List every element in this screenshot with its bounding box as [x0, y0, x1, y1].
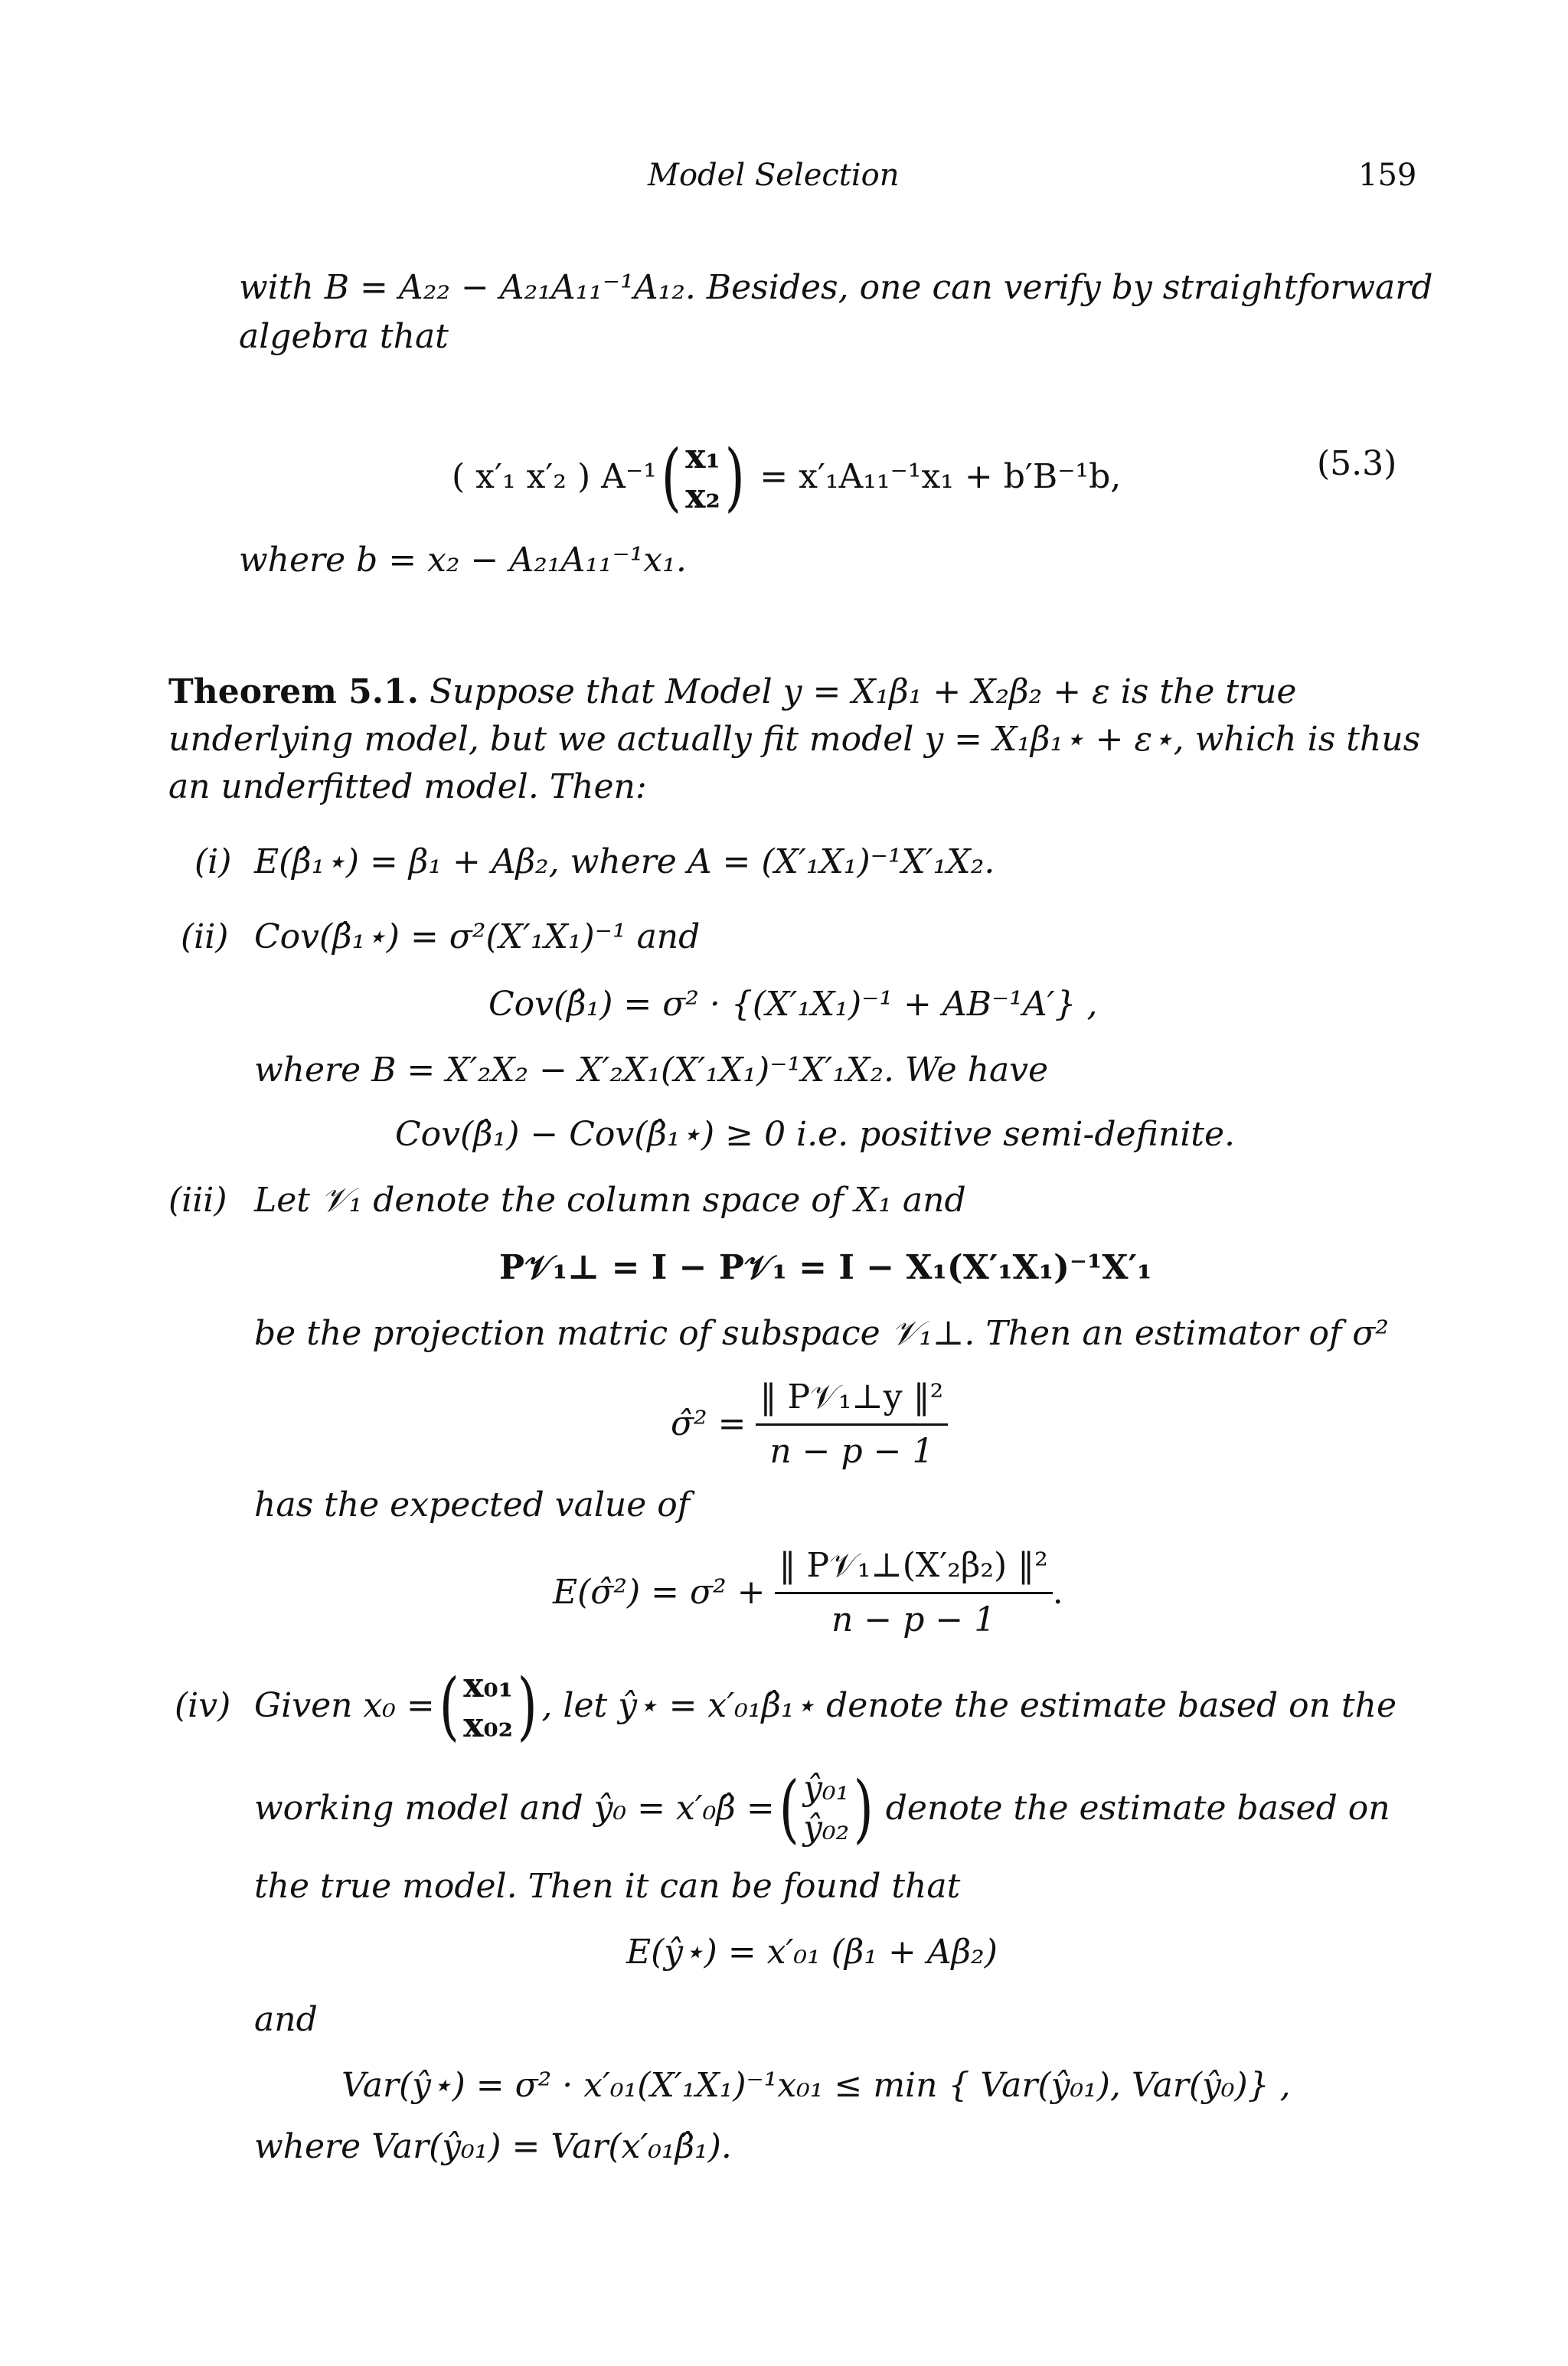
- y-hat-vector-bottom: ŷ₀₂: [803, 1809, 850, 1848]
- sigma-hat-equation: [671, 1371, 948, 1478]
- theorem-line-1: [168, 671, 1296, 714]
- expected-value-denominator: n − p − 1: [831, 1600, 996, 1639]
- item-iv-line-2: [254, 1763, 1390, 1855]
- item-iv-eq-1: E(ŷ⋆) = x′₀₁ (β₁ + Aβ₂): [626, 1933, 998, 1972]
- item-ii-marker: (ii): [181, 917, 229, 956]
- item-iv-line-1-rest: , let ŷ⋆ = x′₀₁β̂₁⋆ denote the estimate based on the: [541, 1686, 1396, 1725]
- y-hat-vector: [803, 1769, 849, 1848]
- theorem-text-1: Suppose that Model y = X₁β₁ + X₂β₂ + ε is the true: [430, 672, 1297, 711]
- intro-line-1: with B = A₂₂ − A₂₁A₁₁⁻¹A₁₂. Besides, one can verify by straightforward: [239, 268, 1433, 307]
- y-left-paren: (: [779, 1766, 799, 1851]
- theorem-line-3: an underfitted model. Then:: [168, 767, 647, 806]
- sigma-hat-lhs: σ̂² =: [671, 1404, 746, 1443]
- item-ii-line-1: Cov(β̂₁⋆) = σ²(X′₁X₁)⁻¹ and: [254, 917, 701, 956]
- item-iv-eq-2: Var(ŷ⋆) = σ² · x′₀₁(X′₁X₁)⁻¹x₀₁ ≤ min { Var(ŷ₀₁), Var(ŷ₀)} ,: [341, 2066, 1291, 2105]
- running-header-title: Model Selection: [648, 158, 900, 193]
- eq53-vector: [685, 437, 720, 517]
- eq53-rhs: = x′₁A₁₁⁻¹x₁ + b′B⁻¹b,: [760, 457, 1122, 496]
- expected-value-fraction: [775, 1544, 1053, 1642]
- equation-number: (5.3): [1317, 444, 1397, 483]
- item-iii-marker: (iii): [168, 1181, 227, 1220]
- eq53-lhs: ( x′₁ x′₂ ) A⁻¹: [452, 457, 657, 496]
- sigma-hat-fraction: [756, 1376, 949, 1473]
- item-i-text: E(β̂₁⋆) = β₁ + Aβ₂, where A = (X′₁X₁)⁻¹X′₁X₂.: [254, 842, 995, 881]
- x0-right-paren: ): [517, 1663, 537, 1749]
- item-iii-line-3: be the projection matric of subspace 𝒱₁⊥. Then an estimator of σ²: [254, 1314, 1389, 1353]
- y-right-paren: ): [853, 1766, 874, 1851]
- x0-left-paren: (: [439, 1663, 459, 1749]
- theorem-label: Theorem 5.1.: [168, 672, 419, 711]
- item-iii-line-2: P𝒱₁⊥ = I − P𝒱₁ = I − X₁(X′₁X₁)⁻¹X′₁: [499, 1248, 1152, 1287]
- theorem-line-2: underlying model, but we actually fit model y = X₁β₁⋆ + ε⋆, which is thus: [168, 720, 1421, 759]
- item-iv-marker: (iv): [175, 1686, 231, 1725]
- item-iv-given: Given x₀ =: [254, 1686, 435, 1725]
- item-iv-and: and: [254, 2000, 318, 2039]
- item-iii-line-1: Let 𝒱₁ denote the column space of X₁ and: [254, 1181, 966, 1220]
- item-ii-line-3: where B = X′₂X₂ − X′₂X₁(X′₁X₁)⁻¹X′₁X₂. We have: [254, 1051, 1049, 1090]
- expected-value-lhs: E(σ̂²) = σ² +: [553, 1573, 766, 1612]
- sigma-hat-numerator: ‖ P𝒱₁⊥y ‖²: [756, 1376, 949, 1426]
- where-b-line: where b = x₂ − A₂₁A₁₁⁻¹x₁.: [239, 541, 687, 580]
- x0-vector-top: x₀₁: [463, 1666, 513, 1705]
- left-paren: (: [661, 434, 681, 520]
- item-iv-line-1: [254, 1660, 1396, 1752]
- item-iv-line-3: the true model. Then it can be found that: [254, 1867, 961, 1906]
- y-hat-vector-top: ŷ₀₁: [803, 1769, 850, 1808]
- item-iv-last-line: where Var(ŷ₀₁) = Var(x′₀₁β̂₁).: [254, 2127, 732, 2166]
- equation-5-3: [452, 420, 1121, 534]
- sigma-hat-denominator: n − p − 1: [769, 1431, 934, 1471]
- item-iv-line-2-b: denote the estimate based on: [885, 1789, 1390, 1828]
- expected-value-numerator: ‖ P𝒱₁⊥(X′₂β₂) ‖²: [775, 1544, 1053, 1594]
- right-paren: ): [724, 434, 745, 520]
- item-ii-line-4: Cov(β̂₁) − Cov(β̂₁⋆) ≥ 0 i.e. positive semi-definite.: [395, 1115, 1236, 1154]
- eq53-vector-bottom: x₂: [685, 477, 720, 516]
- x0-vector-bottom: x₀₂: [463, 1706, 513, 1745]
- expected-value-equation: [553, 1539, 1063, 1646]
- x0-vector: [463, 1666, 513, 1746]
- item-ii-line-2: Cov(β̂₁) = σ² · {(X′₁X₁)⁻¹ + AB⁻¹A′} ,: [488, 985, 1098, 1024]
- item-iii-line-4: has the expected value of: [254, 1485, 691, 1525]
- item-iv-line-2-a: working model and ŷ₀ = x′₀β̂ =: [254, 1789, 775, 1828]
- item-i-marker: (i): [194, 842, 232, 881]
- expected-value-period: .: [1052, 1573, 1063, 1612]
- intro-line-2: algebra that: [239, 317, 449, 356]
- eq53-vector-top: x₁: [685, 437, 720, 476]
- page-number: 159: [1358, 158, 1417, 193]
